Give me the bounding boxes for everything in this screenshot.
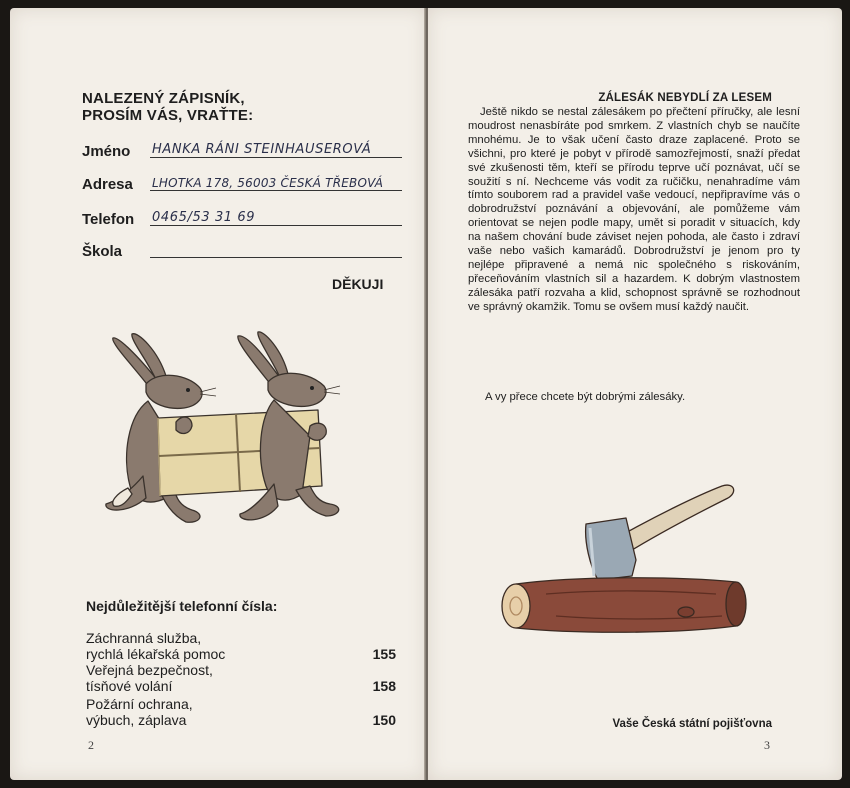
- form-row-school: [82, 236, 402, 260]
- form-row-address: [82, 169, 402, 193]
- closing-line: A vy přece chcete být dobrými zálesáky.: [485, 391, 686, 403]
- address-field[interactable]: LHOTKA 178, 56003 ČESKÁ TŘEBOVÁ: [152, 176, 384, 190]
- form-row-phone: [82, 204, 402, 228]
- phone-item-line: tísňové volání: [86, 678, 173, 694]
- name-label: Jméno: [82, 143, 131, 160]
- phone-item-line: výbuch, záplava: [86, 712, 187, 728]
- phone-label: Telefon: [82, 211, 135, 228]
- name-field[interactable]: HANKA RÁNI STEINHAUSEROVÁ: [152, 142, 372, 157]
- form-row-name: [82, 136, 402, 160]
- school-label: Škola: [82, 243, 123, 260]
- phone-field[interactable]: 0465/53 31 69: [152, 210, 256, 225]
- name-line: [150, 157, 402, 158]
- phone-item-line: Požární ochrana,: [86, 696, 193, 712]
- rabbits-carrying-package-illustration: [88, 326, 378, 556]
- article-paragraph: Ještě nikdo se nestal zálesákem po přečtení příručky, ale lesní moudrost nenasbíráte pod smrkem. Z vlastních chyb se naučíte mnohému. Je to však učení často draze zaplacené. Proto se všichni, pro které je pobyt v přírodě samozřejmostí, snaží předat své zkušenosti těm, kteří se přírodu teprve učí poznávat, učí se soužití s ní. Nechceme vás vodit za ručičku, nenahradíme vám tímto souborem rad a pravidel vaše vedoucí, nepřipravíme vás o dobrodružství poznávání a objevování, ale pomůžeme vám orientovat se nejen podle mapy, umět si poradit v situacích, kdy na našem chování bude záviset nejen pohoda, ale často i zdraví vaše nebo vašich kamarádů. Dobrodružství je jenom pro ty nejlépe připravené a nemá nic společného s riskováním, přeceňováním vlastních sil a hazardem. K dobrým vlastnostem zálesáka patří rozvaha a klid, schopnost správně se rozhodnout ve správný okamžik. Tomu se ovšem musí každý naučit.: [468, 106, 800, 313]
- left-page: [10, 8, 426, 780]
- page-number-left: 2: [88, 738, 94, 752]
- phone-number: 155: [372, 646, 396, 662]
- phone-item-line: Záchranná služba,: [86, 630, 202, 646]
- article-title: ZÁLESÁK NEBYDLÍ ZA LESEM: [598, 92, 772, 104]
- article-body: [468, 106, 800, 315]
- address-line: [150, 190, 402, 191]
- phone-line: [150, 225, 402, 226]
- phone-item-line: Veřejná bezpečnost,: [86, 662, 213, 678]
- phone-item-police: [86, 662, 396, 694]
- phone-item-emergency: [86, 630, 396, 662]
- insurance-footer: Vaše Česká státní pojišťovna: [612, 718, 772, 730]
- right-page: [428, 8, 842, 780]
- axe-in-log-illustration: [486, 476, 756, 646]
- page-number-right: 3: [764, 738, 770, 752]
- heading-line-2: PROSÍM VÁS, VRAŤTE:: [82, 107, 254, 124]
- school-line: [150, 257, 402, 258]
- address-label: Adresa: [82, 176, 133, 193]
- thanks-text: DĚKUJI: [332, 276, 384, 292]
- heading-line-1: NALEZENÝ ZÁPISNÍK,: [82, 90, 245, 107]
- found-notebook-heading: [82, 90, 253, 124]
- phone-number: 150: [372, 712, 396, 728]
- phone-item-line: rychlá lékařská pomoc: [86, 646, 226, 662]
- important-numbers-title: Nejdůležitější telefonní čísla:: [86, 598, 278, 614]
- phone-number: 158: [372, 678, 396, 694]
- phone-item-fire: [86, 696, 396, 728]
